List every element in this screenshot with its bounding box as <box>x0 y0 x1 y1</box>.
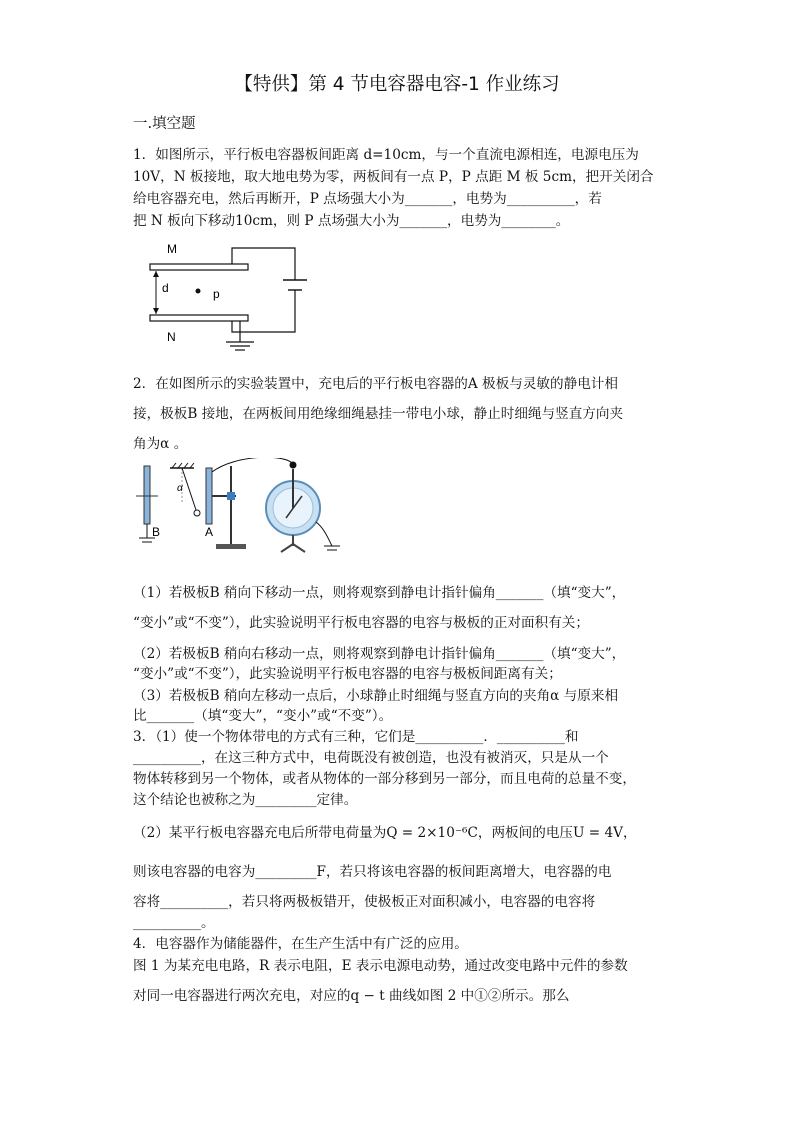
q1-line-4: 把 N 板向下移动10cm，则 P 点场强大小为_______，电势为________。 <box>133 213 570 229</box>
section-heading: 一.填空题 <box>133 116 196 132</box>
q2-line-1: 2．在如图所示的实验装置中，充电后的平行板电容器的A 极板与灵敏的静电计相 <box>133 376 618 392</box>
label-d: d <box>162 281 169 295</box>
q2-electrometer-figure <box>136 458 344 558</box>
q3-line-8: __________。 <box>133 915 215 931</box>
page-title: 【特供】第 4 节电容器电容-1 作业练习 <box>234 74 560 95</box>
q1-line-3: 给电容器充电，然后再断开，P 点场强大小为_______，电势为__________，若 <box>133 191 602 207</box>
label-p: p <box>213 287 220 301</box>
q2-sub3-a: （3）若极板B 稍向左移动一点后，小球静止时细绳与竖直方向的夹角α 与原来相 <box>133 688 619 704</box>
q3-line-1: 3．（1）使一个物体带电的方式有三种，它们是__________．__________和 <box>133 729 579 745</box>
q3-line-3: 物体转移到另一个物体，或者从物体的一部分移到另一部分，而且电荷的总量不变， <box>133 771 636 787</box>
q2-sub1-a: （1）若极板B 稍向下移动一点，则将观察到静电计指针偏角_______（填“变大”， <box>133 585 626 601</box>
label-a: A <box>205 525 214 539</box>
q3-line-4: 这个结论也被称之为_________定律。 <box>133 792 358 808</box>
label-b: B <box>152 525 161 539</box>
q1-line-2: 10V，N 板接地，取大地电势为零，两板间有一点 P，P 点距 M 板 5cm，把开关闭合 <box>133 169 654 185</box>
q3-line-6: 则该电容器的电容为_________F，若只将该电容器的板间距离增大，电容器的电 <box>133 864 612 880</box>
q2-sub1-b: “变小”或“不变”），此实验说明平行板电容器的电容与极板的正对面积有关； <box>133 615 589 631</box>
q2-sub2-b: “变小”或“不变”），此实验说明平行板电容器的电容与极板间距离有关； <box>133 666 562 682</box>
q2-sub2-a: （2）若极板B 稍向右移动一点，则将观察到静电计指针偏角_______（填“变大”， <box>133 646 626 662</box>
q2-line-2: 接，极板B 接地，在两板间用绝缘细绳悬挂一带电小球，静止时细绳与竖直方向夹 <box>133 406 624 422</box>
q3-line-2: __________，在这三种方式中，电荷既没有被创造，也没有被消灭，只是从一个 <box>133 750 609 766</box>
q4-line-2: 图 1 为某充电电路，R 表示电阻，E 表示电源电动势，通过改变电路中元件的参数 <box>133 958 628 974</box>
q1-line-1: 1．如图所示，平行板电容器板间距离 d=10cm，与一个直流电源相连，电源电压为 <box>133 147 639 163</box>
q3-line-5: （2）某平行板电容器充电后所带电荷量为Q = 2×10⁻⁶C，两板间的电压U = 4V， <box>133 825 637 841</box>
q2-line-3: 角为α 。 <box>133 436 188 452</box>
q4-line-3: 对同一电容器进行两次充电，对应的q − t 曲线如图 2 中①②所示。那么 <box>133 988 570 1004</box>
q3-line-7: 容将__________，若只将两极板错开，使极板正对面积减小，电容器的电容将 <box>133 894 596 910</box>
label-n: N <box>167 330 176 344</box>
label-m: M <box>167 242 177 256</box>
q4-line-1: 4．电容器作为储能器件，在生产生活中有广泛的应用。 <box>133 936 468 952</box>
q1-capacitor-figure <box>140 238 320 360</box>
label-alpha: α <box>177 483 183 494</box>
q2-sub3-b: 比_______（填“变大”，“变小”或“不变”）。 <box>133 708 393 724</box>
